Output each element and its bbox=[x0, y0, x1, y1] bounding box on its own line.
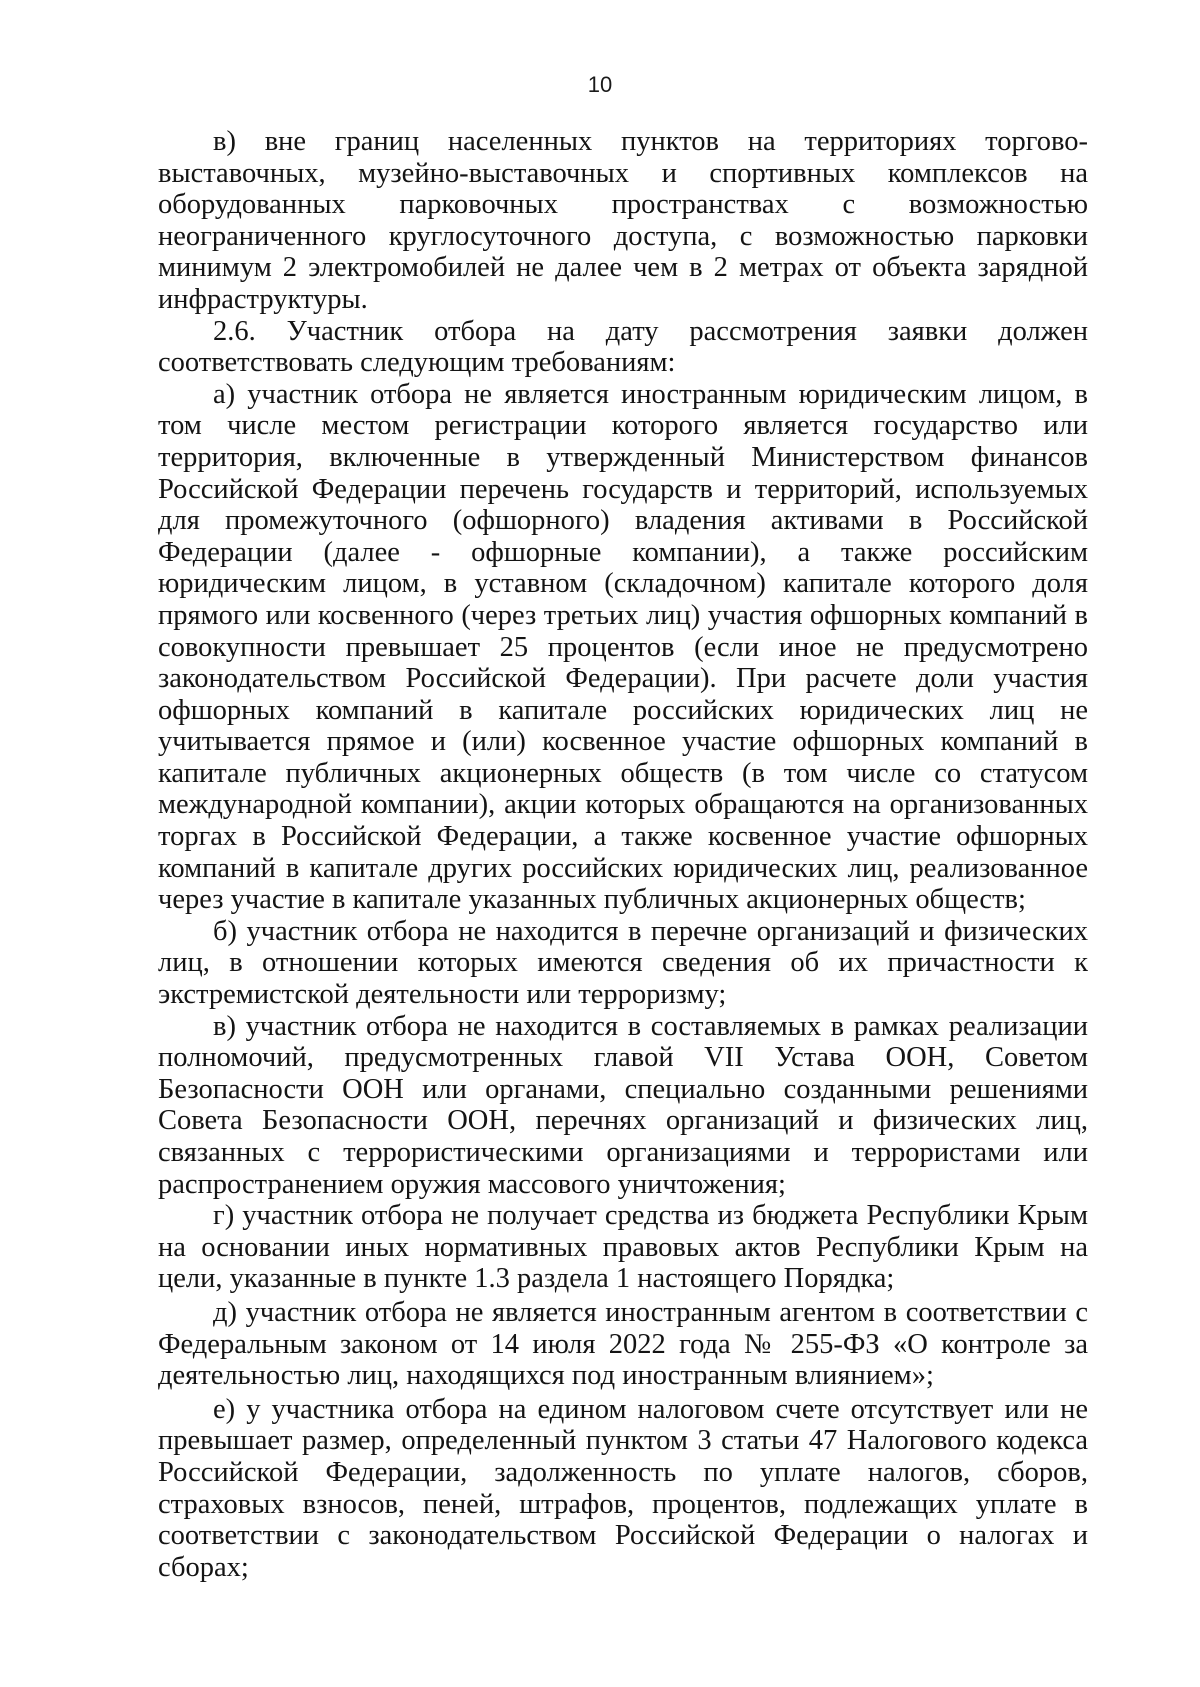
paragraph-item-a-offshore: а) участник отбора не является иностранным юридическим лицом, в том числе местом регистрации которого является государство или территория, включенные в утвержденный Министерством финансов Российской Федерации перечень государств и территорий, используемых для промежуточного (офшорного) владения активами в Российской Федерации (далее - офшорные компании), а также российским юридическим лицом, в уставном (складочном) капитале которого доля прямого или косвенного (через третьих лиц) участия офшорных компаний в совокупности превышает 25 процентов (если иное не предусмотрено законодательством Российской Федерации). При расчете доли участия офшорных компаний в капитале российских юридических лиц не учитывается прямое и (или) косвенное участие офшорных компаний в капитале публичных акционерных обществ (в том числе со статусом международной компании), акции которых обращаются на организованных торгах в Российской Федерации, а также косвенное участие офшорных компаний в капитале других российских юридических лиц, реализованное через участие в капитале указанных публичных акционерных обществ; bbox=[158, 378, 1088, 916]
paragraph-2-6-requirements: 2.6. Участник отбора на дату рассмотрения заявки должен соответствовать следующим требованиям: bbox=[158, 315, 1088, 379]
paragraph-item-b-extremism: б) участник отбора не находится в перечне организаций и физических лиц, в отношении которых имеются сведения об их причастности к экстремистской деятельности или терроризму; bbox=[158, 915, 1088, 1011]
page-number: 10 bbox=[587, 72, 613, 97]
document-body bbox=[158, 126, 1088, 1583]
paragraph-item-d-foreign-agent: д) участник отбора не является иностранным агентом в соответствии с Федеральным законом от 14 июля 2022 года № 255-ФЗ «О контроле за деятельностью лиц, находящихся под иностранным влиянием»; bbox=[158, 1296, 1088, 1392]
paragraph-item-e-tax-debt: е) у участника отбора на едином налоговом счете отсутствует или не превышает размер, определенный пунктом 3 статьи 47 Налогового кодекса Российской Федерации, задолженность по уплате налогов, сборов, страховых взносов, пеней, штрафов, процентов, подлежащих уплате в соответствии с законодательством Российской Федерации о налогах и сборах; bbox=[158, 1393, 1088, 1583]
paragraph-item-g-budget: г) участник отбора не получает средства из бюджета Республики Крым на основании иных нормативных правовых актов Республики Крым на цели, указанные в пункте 1.3 раздела 1 настоящего Порядка; bbox=[158, 1200, 1088, 1295]
paragraph-item-v-un-lists: в) участник отбора не находится в составляемых в рамках реализации полномочий, предусмотренных главой VII Устава ООН, Советом Безопасности ООН или органами, специально созданными решениями Совета Безопасности ООН, перечнях организаций и физических лиц, связанных с террористическими организациями и террористами или распространением оружия массового уничтожения; bbox=[158, 1010, 1088, 1200]
paragraph-item-v-outside-settlements: в) вне границ населенных пунктов на территориях торгово-выставочных, музейно-выставочных и спортивных комплексов на оборудованных парковочных пространствах с возможностью неограниченного круглосуточного доступа, с возможностью парковки минимум 2 электромобилей не далее чем в 2 метрах от объекта зарядной инфраструктуры. bbox=[158, 126, 1088, 315]
